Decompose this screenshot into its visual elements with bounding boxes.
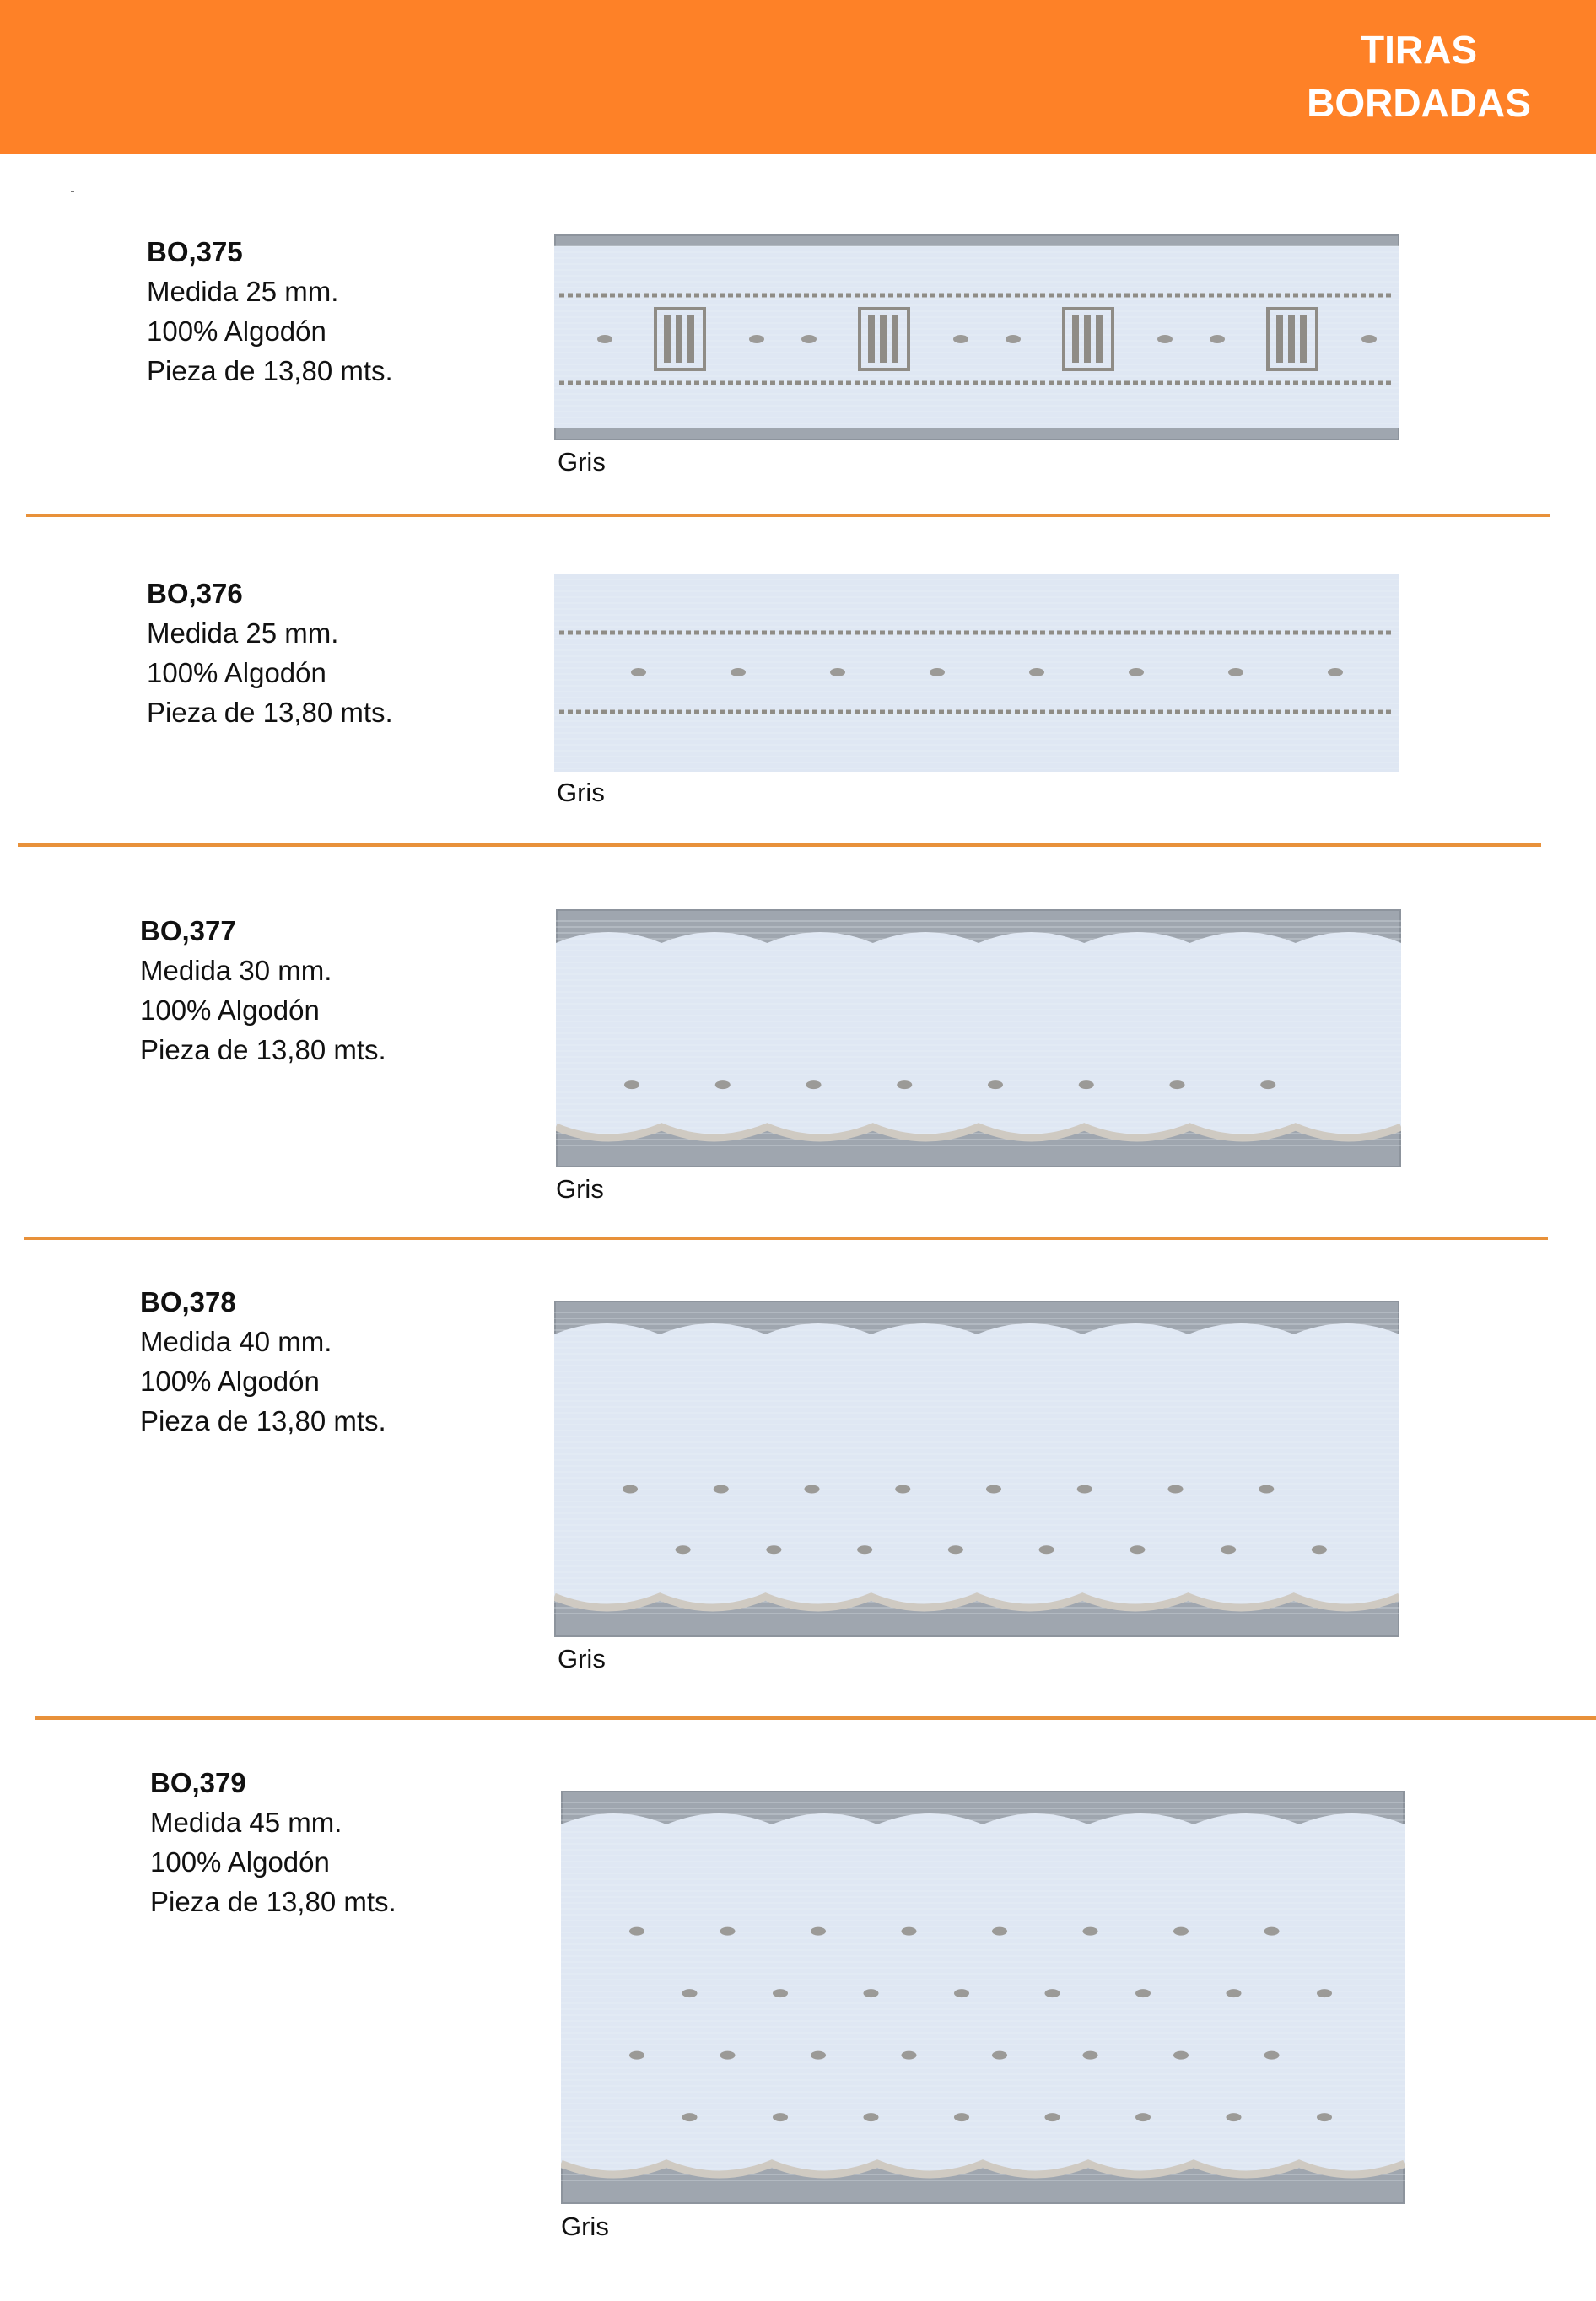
header-title <box>1284 24 1554 130</box>
product-color-label: Gris <box>558 1644 606 1673</box>
product-color-label: Gris <box>556 1174 604 1204</box>
section-divider <box>26 514 1550 517</box>
product-swatch-image <box>554 1301 1399 1637</box>
page-header <box>0 0 1596 154</box>
product-composition: 100% Algodón <box>140 994 320 1026</box>
product-info <box>147 574 393 732</box>
section-divider <box>24 1237 1548 1240</box>
product-color-label: Gris <box>558 447 606 477</box>
product-composition: 100% Algodón <box>147 315 326 347</box>
product-size: Medida 25 mm. <box>147 617 339 649</box>
product-composition: 100% Algodón <box>150 1846 330 1878</box>
product-piece-length: Pieza de 13,80 mts. <box>147 697 393 728</box>
product-piece-length: Pieza de 13,80 mts. <box>147 355 393 386</box>
product-composition: 100% Algodón <box>147 657 326 688</box>
product-piece-length: Pieza de 13,80 mts. <box>150 1886 396 1917</box>
product-info <box>150 1763 396 1921</box>
product-piece-length: Pieza de 13,80 mts. <box>140 1034 386 1065</box>
product-code: BO,378 <box>140 1286 236 1318</box>
product-code: BO,376 <box>147 578 243 609</box>
product-size: Medida 40 mm. <box>140 1326 332 1357</box>
product-piece-length: Pieza de 13,80 mts. <box>140 1405 386 1436</box>
fabric-illustration <box>556 909 1401 1167</box>
fabric-illustration <box>561 1791 1405 2204</box>
product-code: BO,377 <box>140 915 236 946</box>
product-info <box>140 1282 386 1441</box>
product-color-label: Gris <box>557 778 605 807</box>
header-title-line-1: TIRAS <box>1361 28 1477 72</box>
product-info <box>147 232 393 391</box>
fabric-illustration <box>554 574 1399 772</box>
header-title-line-2: BORDADAS <box>1307 81 1531 125</box>
product-code: BO,375 <box>147 236 243 267</box>
product-size: Medida 45 mm. <box>150 1807 342 1838</box>
fabric-illustration <box>554 234 1399 440</box>
section-divider <box>35 1716 1596 1720</box>
product-composition: 100% Algodón <box>140 1366 320 1397</box>
product-size: Medida 25 mm. <box>147 276 339 307</box>
product-swatch-image <box>556 909 1401 1167</box>
product-swatch-image <box>554 234 1399 440</box>
product-size: Medida 30 mm. <box>140 955 332 986</box>
product-code: BO,379 <box>150 1767 246 1798</box>
section-divider <box>18 843 1541 847</box>
product-color-label: Gris <box>561 2212 609 2241</box>
product-info <box>140 911 386 1070</box>
scan-mark <box>71 191 74 192</box>
fabric-illustration <box>554 1301 1399 1637</box>
product-swatch-image <box>554 574 1399 772</box>
product-swatch-image <box>561 1791 1405 2204</box>
